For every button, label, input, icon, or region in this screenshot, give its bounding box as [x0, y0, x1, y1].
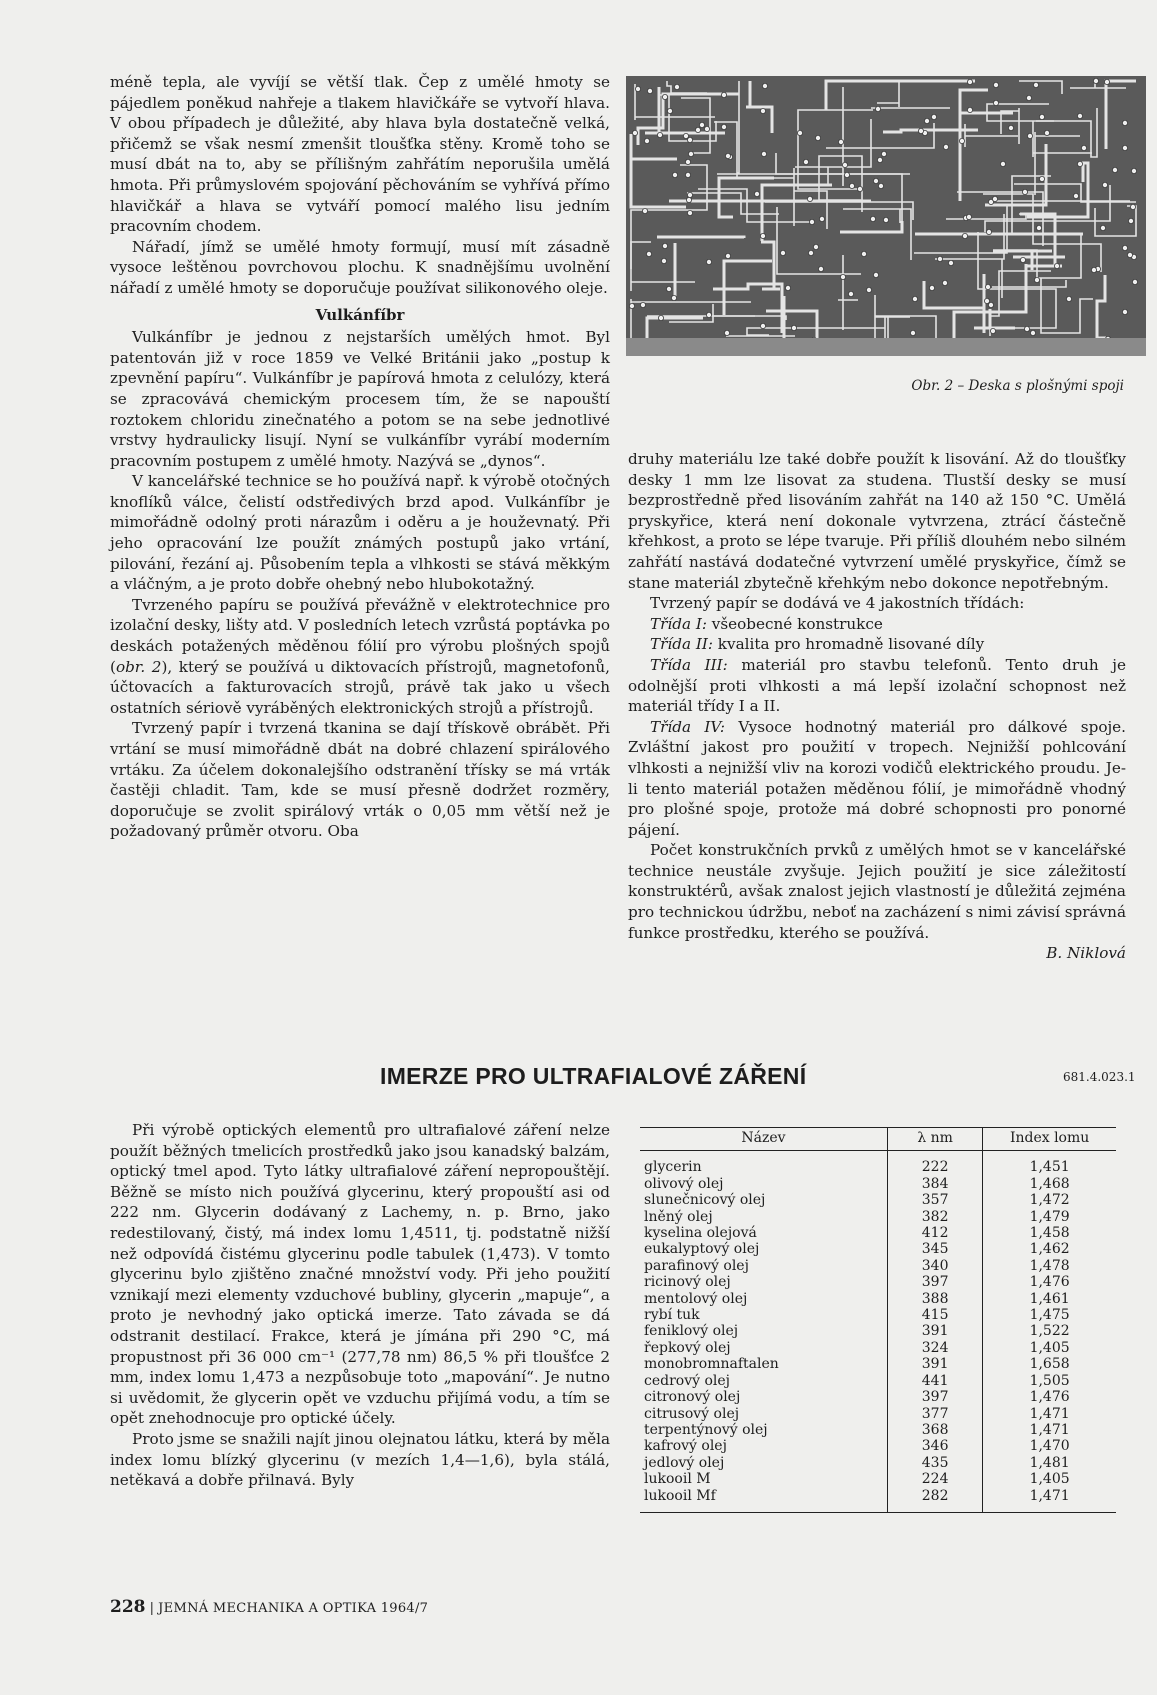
footer-separator: | — [149, 1601, 155, 1616]
table-row — [640, 1176, 1116, 1192]
section-heading: Vulkánfíbr — [315, 305, 405, 324]
class-item — [628, 717, 1126, 841]
pcb-traces-image — [626, 76, 1146, 356]
cell-index: 1,522 — [983, 1323, 1116, 1339]
pcb-photo — [626, 76, 1146, 356]
cell-wavelength: 357 — [888, 1192, 983, 1208]
table-row — [640, 1422, 1116, 1438]
cell-index: 1,476 — [983, 1274, 1116, 1290]
cell-wavelength: 391 — [888, 1356, 983, 1372]
table-row — [640, 1455, 1116, 1471]
table-row — [640, 1307, 1116, 1323]
column-header: λ nm — [888, 1128, 983, 1151]
page-number: 228 — [110, 1597, 146, 1617]
class-item — [628, 614, 1126, 635]
table-row — [640, 1406, 1116, 1422]
cell-name: feniklový olej — [644, 1323, 739, 1340]
paragraph: V kancelářské technice se ho používá např. k výrobě otočných knoflíků válce, čelistí odstředivých brzd apod. Vulkánfíbr je mimořádně odolný proti nárazům i oděru a je houževnatý. Při jeho opracování lze použít známých postupů jako vrtání, pilování, řezání aj. Působením tepla a vlhkosti se stává měkkým a vláčným, a je proto dobře ohebný nebo hlubokotažný. — [110, 472, 610, 594]
cell-name: lukooil M — [644, 1471, 711, 1488]
left-column — [110, 72, 610, 842]
data-table — [640, 1128, 1116, 1512]
paragraph: méně tepla, ale vyvíjí se větší tlak. Čep z umělé hmoty se pájedlem poněkud nahřeje a tlakem hlavičkáře se vytvoří hlava. V obou případech je důležité, aby hlava byla dostatečně velká, přičemž se však nesmí zmenšit tloušťka stěny. Kromě toho se musí dbát na to, aby se přílišným zahřátím neporušila umělá hmota. Při průmyslovém spojování pěchováním se vyhřívá přímo hlavičkář a hlava se vytváří pomocí malého lisu jedním pracovním chodem. — [110, 73, 610, 236]
class-text: Vysoce hodnotný materiál pro dálkové spoje. Zvláštní jakost pro použití v tropech. Nejnižší pohlcování vlhkosti a nejnižší vliv na korozi vodičů elektrického proudu. Je-li tento materiál potažen měděnou fólií, je mimořádně vhodný pro plošné spoje, protože má dobré schopnosti pro ponorné pájení. — [628, 717, 1126, 839]
cell-name: glycerin — [644, 1159, 702, 1176]
paragraph: Vulkánfíbr je jednou z nejstarších umělých hmot. Byl patentován již v roce 1859 ve Velké Británii jako „postup k zpevnění papíru“. Vulkánfíbr je papírová hmota z celulózy, která se zpracovává chemickým procesem tím, že se napouští roztokem chloridu zinečnatého a potom se na sebe jednotlivé vrstvy hydraulicky lisují. Nyní se vulkánfíbr vyrábí moderním pracovním postupem z umělé hmoty. Nazývá se „dynos“. — [110, 328, 610, 470]
class-text: materiál pro stavbu telefonů. Tento druh je odolnější proti vlhkosti a má lepší izolační schopnost než materiál třídy I a II. — [628, 655, 1126, 716]
table-row — [640, 1438, 1116, 1454]
class-item — [628, 655, 1126, 717]
cell-index: 1,405 — [983, 1471, 1116, 1487]
cell-index: 1,451 — [983, 1151, 1116, 1176]
cell-wavelength: 222 — [888, 1151, 983, 1176]
cell-name: kafrový olej — [644, 1438, 727, 1455]
cell-wavelength: 435 — [888, 1455, 983, 1471]
table-row — [640, 1192, 1116, 1208]
cell-wavelength: 324 — [888, 1340, 983, 1356]
cell-index: 1,478 — [983, 1258, 1116, 1274]
cell-wavelength: 384 — [888, 1176, 983, 1192]
cell-wavelength: 388 — [888, 1291, 983, 1307]
table-row — [640, 1373, 1116, 1389]
paragraph — [110, 595, 610, 719]
paragraph: druhy materiálu lze také dobře použít k lisování. Až do tloušťky desky 1 mm lze lisovat za studena. Tlustší desky se musí bezprostředně před lisováním zahřát na 140 až 150 °C. Umělá pryskyřice, která není dokonale vytvrzena, ztrácí částečně křehkost, a proto se lépe tvaruje. Při příliš dlouhém nebo silném zahřátí nastává dodatečné vytvrzení umělé pryskyřice, čímž se stane materiál zbytečně křehkým nebo dokonce nepotřebným. — [628, 450, 1126, 592]
text-run: ), který se používá u diktovacích přístrojů, magnetofonů, účtovacích a fakturovacích strojů, právě tak jako u všech ostatních sériově vyráběných elektronických strojů a přístrojů. — [110, 657, 610, 717]
cell-index: 1,481 — [983, 1455, 1116, 1471]
cell-name: slunečnicový olej — [644, 1192, 766, 1209]
cell-name: jedlový olej — [644, 1454, 725, 1471]
cell-index: 1,405 — [983, 1340, 1116, 1356]
cell-name: ricinový olej — [644, 1274, 731, 1291]
paragraph: Tvrzený papír se dodává ve 4 jakostních třídách: — [650, 594, 1025, 613]
cell-name: olivový olej — [644, 1175, 724, 1192]
cell-index: 1,471 — [983, 1422, 1116, 1438]
cell-wavelength: 340 — [888, 1258, 983, 1274]
table-row — [640, 1241, 1116, 1257]
class-item — [628, 634, 1126, 655]
class-label: Třída II: — [650, 635, 713, 654]
author-signature: B. Niklová — [1046, 944, 1126, 963]
cell-index: 1,458 — [983, 1225, 1116, 1241]
cell-wavelength: 397 — [888, 1274, 983, 1290]
column-header: Index lomu — [983, 1128, 1116, 1151]
paragraph: Nářadí, jímž se umělé hmoty formují, musí mít zásadně vysoce leštěnou povrchovou plochu. K snadnějšímu uvolnění nářadí z umělé hmoty se doporučuje používat silikonového oleje. — [110, 237, 610, 297]
cell-index: 1,658 — [983, 1356, 1116, 1372]
cell-name: eukalyptový olej — [644, 1241, 760, 1258]
cell-wavelength: 282 — [888, 1488, 983, 1512]
refractive-index-table — [640, 1127, 1116, 1513]
table-row — [640, 1471, 1116, 1487]
cell-name: cedrový olej — [644, 1372, 731, 1389]
table-row — [640, 1209, 1116, 1225]
cell-name: kyselina olejová — [644, 1225, 757, 1242]
table-body — [640, 1151, 1116, 1512]
class-label: Třída I: — [650, 614, 707, 633]
cell-name: monobromnaftalen — [644, 1356, 779, 1373]
table-row — [640, 1323, 1116, 1339]
cell-index: 1,471 — [983, 1488, 1116, 1512]
table-header-row — [640, 1128, 1116, 1151]
text-run: Tvrzeného papíru se používá převážně v elektrotechnice pro izolační desky, lišty atd. V posledních letech vzrůstá poptávka po deskách potažených měděnou fólií pro výrobu plošných spojů ( — [110, 595, 610, 676]
article2-column — [110, 1120, 610, 1491]
class-text: kvalita pro hromadně lisované díly — [712, 635, 985, 654]
cell-name: rybí tuk — [644, 1307, 700, 1324]
table-row — [640, 1258, 1116, 1274]
table-row — [640, 1225, 1116, 1241]
cell-name: parafinový olej — [644, 1257, 749, 1274]
figure-reference: obr. 2 — [115, 657, 162, 676]
cell-name: lněný olej — [644, 1208, 713, 1225]
cell-name: lukooil Mf — [644, 1487, 716, 1504]
cell-index: 1,472 — [983, 1192, 1116, 1208]
table-row — [640, 1151, 1116, 1176]
table-row — [640, 1488, 1116, 1512]
cell-index: 1,476 — [983, 1389, 1116, 1405]
table-row — [640, 1356, 1116, 1372]
column-header: Název — [640, 1128, 888, 1151]
cell-wavelength: 441 — [888, 1373, 983, 1389]
cell-name: mentolový olej — [644, 1290, 748, 1307]
cell-index: 1,470 — [983, 1438, 1116, 1454]
cell-name: citronový olej — [644, 1389, 741, 1406]
cell-index: 1,462 — [983, 1241, 1116, 1257]
right-column — [628, 449, 1126, 964]
table-row — [640, 1340, 1116, 1356]
paragraph: Proto jsme se snažili najít jinou olejnatou látku, která by měla index lomu blízký glycerinu (v mezích 1,4—1,6), byla stálá, netěkavá a dobře přilnavá. Byly — [110, 1429, 610, 1490]
cell-index: 1,468 — [983, 1176, 1116, 1192]
cell-wavelength: 377 — [888, 1406, 983, 1422]
cell-name: řepkový olej — [644, 1339, 731, 1356]
cell-index: 1,505 — [983, 1373, 1116, 1389]
publication-name: JEMNÁ MECHANIKA A OPTIKA 1964/7 — [158, 1601, 429, 1616]
udc-code: 681.4.023.1 — [1063, 1070, 1136, 1084]
cell-index: 1,461 — [983, 1291, 1116, 1307]
paragraph: Při výrobě optických elementů pro ultrafialové záření nelze použít běžných tmelicích prostředků jako jsou kanadský balzám, optický tmel apod. Tyto látky ultrafialové záření nepropouštějí. Běžně se místo nich používá glycerinu, který propouští asi od 222 nm. Glycerin dodávaný z Lachemy, n. p. Brno, jako redestilovaný, čistý, má index lomu 1,4511, tj. podstatně nižší než odpovídá čistému glycerinu podle tabulek (1,473). V tomto glycerinu bylo zjištěno značné množství vody. Při jeho použití vznikají mezi elementy vzduchové bubliny, glycerin „mapuje“, a proto je nevhodný jako optická imerze. Tato závada se dá odstranit destilací. Frakce, která je jímána při 290 °C, má propustnost při 36 000 cm⁻¹ (277,78 nm) 86,5 % při tloušťce 2 mm, index lomu 1,473 a nezpůsobuje toto „mapování“. Je nutno si uvědomit, že glycerin opět ve vzduchu přijímá vodu, a tím se opět znehodnocuje pro optické účely. — [110, 1121, 610, 1428]
article-title: IMERZE PRO ULTRAFIALOVÉ ZÁŘENÍ — [380, 1063, 807, 1089]
cell-wavelength: 224 — [888, 1471, 983, 1487]
cell-wavelength: 397 — [888, 1389, 983, 1405]
cell-wavelength: 412 — [888, 1225, 983, 1241]
class-text: všeobecné konstrukce — [706, 614, 883, 633]
cell-index: 1,475 — [983, 1307, 1116, 1323]
cell-wavelength: 415 — [888, 1307, 983, 1323]
cell-index: 1,479 — [983, 1209, 1116, 1225]
cell-name: citrusový olej — [644, 1405, 740, 1422]
cell-index: 1,471 — [983, 1406, 1116, 1422]
class-label: Třída III: — [650, 655, 728, 674]
paragraph: Tvrzený papír i tvrzená tkanina se dají třískově obrábět. Při vrtání se musí mimořádně dbát na dobré chlazení spirálového vrtáku. Za účelem dokonalejšího odstranění třísky se má vrták častěji chladit. Tam, kde se musí přesně dodržet rozměry, doporučuje se zvolit spirálový vrták o 0,05 mm větší než je požadovaný průměr otvoru. Oba — [110, 719, 610, 841]
class-label: Třída IV: — [650, 717, 725, 736]
table-row — [640, 1274, 1116, 1290]
cell-wavelength: 368 — [888, 1422, 983, 1438]
cell-wavelength: 345 — [888, 1241, 983, 1257]
cell-wavelength: 382 — [888, 1209, 983, 1225]
cell-name: terpentýnový olej — [644, 1421, 768, 1438]
table-row — [640, 1389, 1116, 1405]
paragraph: Počet konstrukčních prvků z umělých hmot se v kancelářské technice neustále zvyšuje. Jejich použití je sice záležitostí konstruktérů, avšak znalost jejich vlastností je důležitá zejména pro technickou údržbu, neboť na zacházení s nimi závisí správná funkce prostředku, kterého se používá. — [628, 841, 1127, 942]
figure-caption: Obr. 2 – Deska s plošnými spoji — [911, 378, 1124, 394]
cell-wavelength: 346 — [888, 1438, 983, 1454]
cell-wavelength: 391 — [888, 1323, 983, 1339]
page-footer — [110, 1597, 428, 1617]
table-row — [640, 1291, 1116, 1307]
